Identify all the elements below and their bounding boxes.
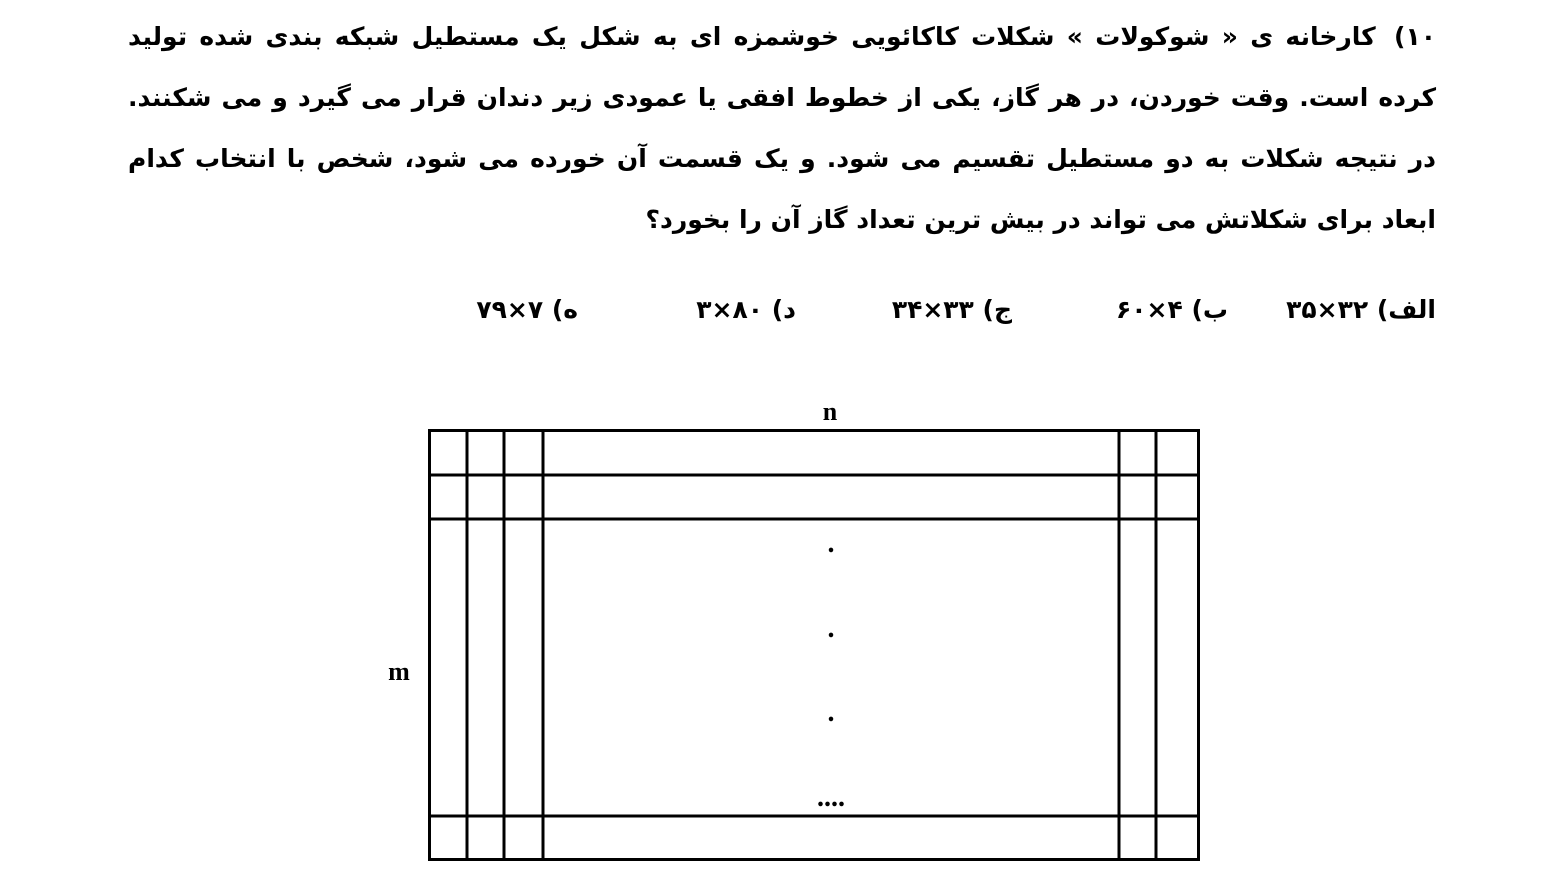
option-e-value: ۷×۷۹ (476, 295, 544, 324)
option-c-letter: ج) (982, 295, 1012, 324)
option-a-letter: الف) (1376, 295, 1436, 324)
option-c-value: ۳۳×۳۴ (891, 295, 974, 324)
label-n: n (822, 397, 838, 426)
ellipsis-dots-horizontal: .... (817, 782, 845, 813)
ellipsis-dot-3: . (827, 697, 835, 728)
option-b-value: ۴×۶۰ (1115, 295, 1183, 324)
grid-outer-border (430, 431, 1199, 860)
option-a-value: ۳۲×۳۵ (1286, 295, 1369, 324)
option-b-letter: ب) (1191, 295, 1228, 324)
question-body: کارخانه ی « شوکولات » شکلات کاکائویی خوشمزه ای به شکل یک مستطیل شبکه بندی شده تولید کرده است. وقت خوردن، در هر گاز، یکی از خطوط افقی یا عمودی زیر دندان قرار می گیرد و می شکنند. در نتیجه شکلات به دو مستطیل تقسیم می شود. و یک قسمت آن خورده می شود، شخص با انتخاب کدام ابعاد برای شکلاتش می تواند در بیش ترین تعداد گاز آن را بخورد؟ (128, 22, 1436, 234)
ellipsis-dot-1: . (827, 528, 835, 559)
ellipsis-dot-2: . (827, 613, 835, 644)
label-m: m (388, 657, 410, 686)
option-d-value: ۸۰×۳ (696, 295, 764, 324)
question-number: ۱۰) (1394, 22, 1436, 51)
option-e-letter: ه) (551, 295, 578, 324)
option-d-letter: د) (771, 295, 796, 324)
